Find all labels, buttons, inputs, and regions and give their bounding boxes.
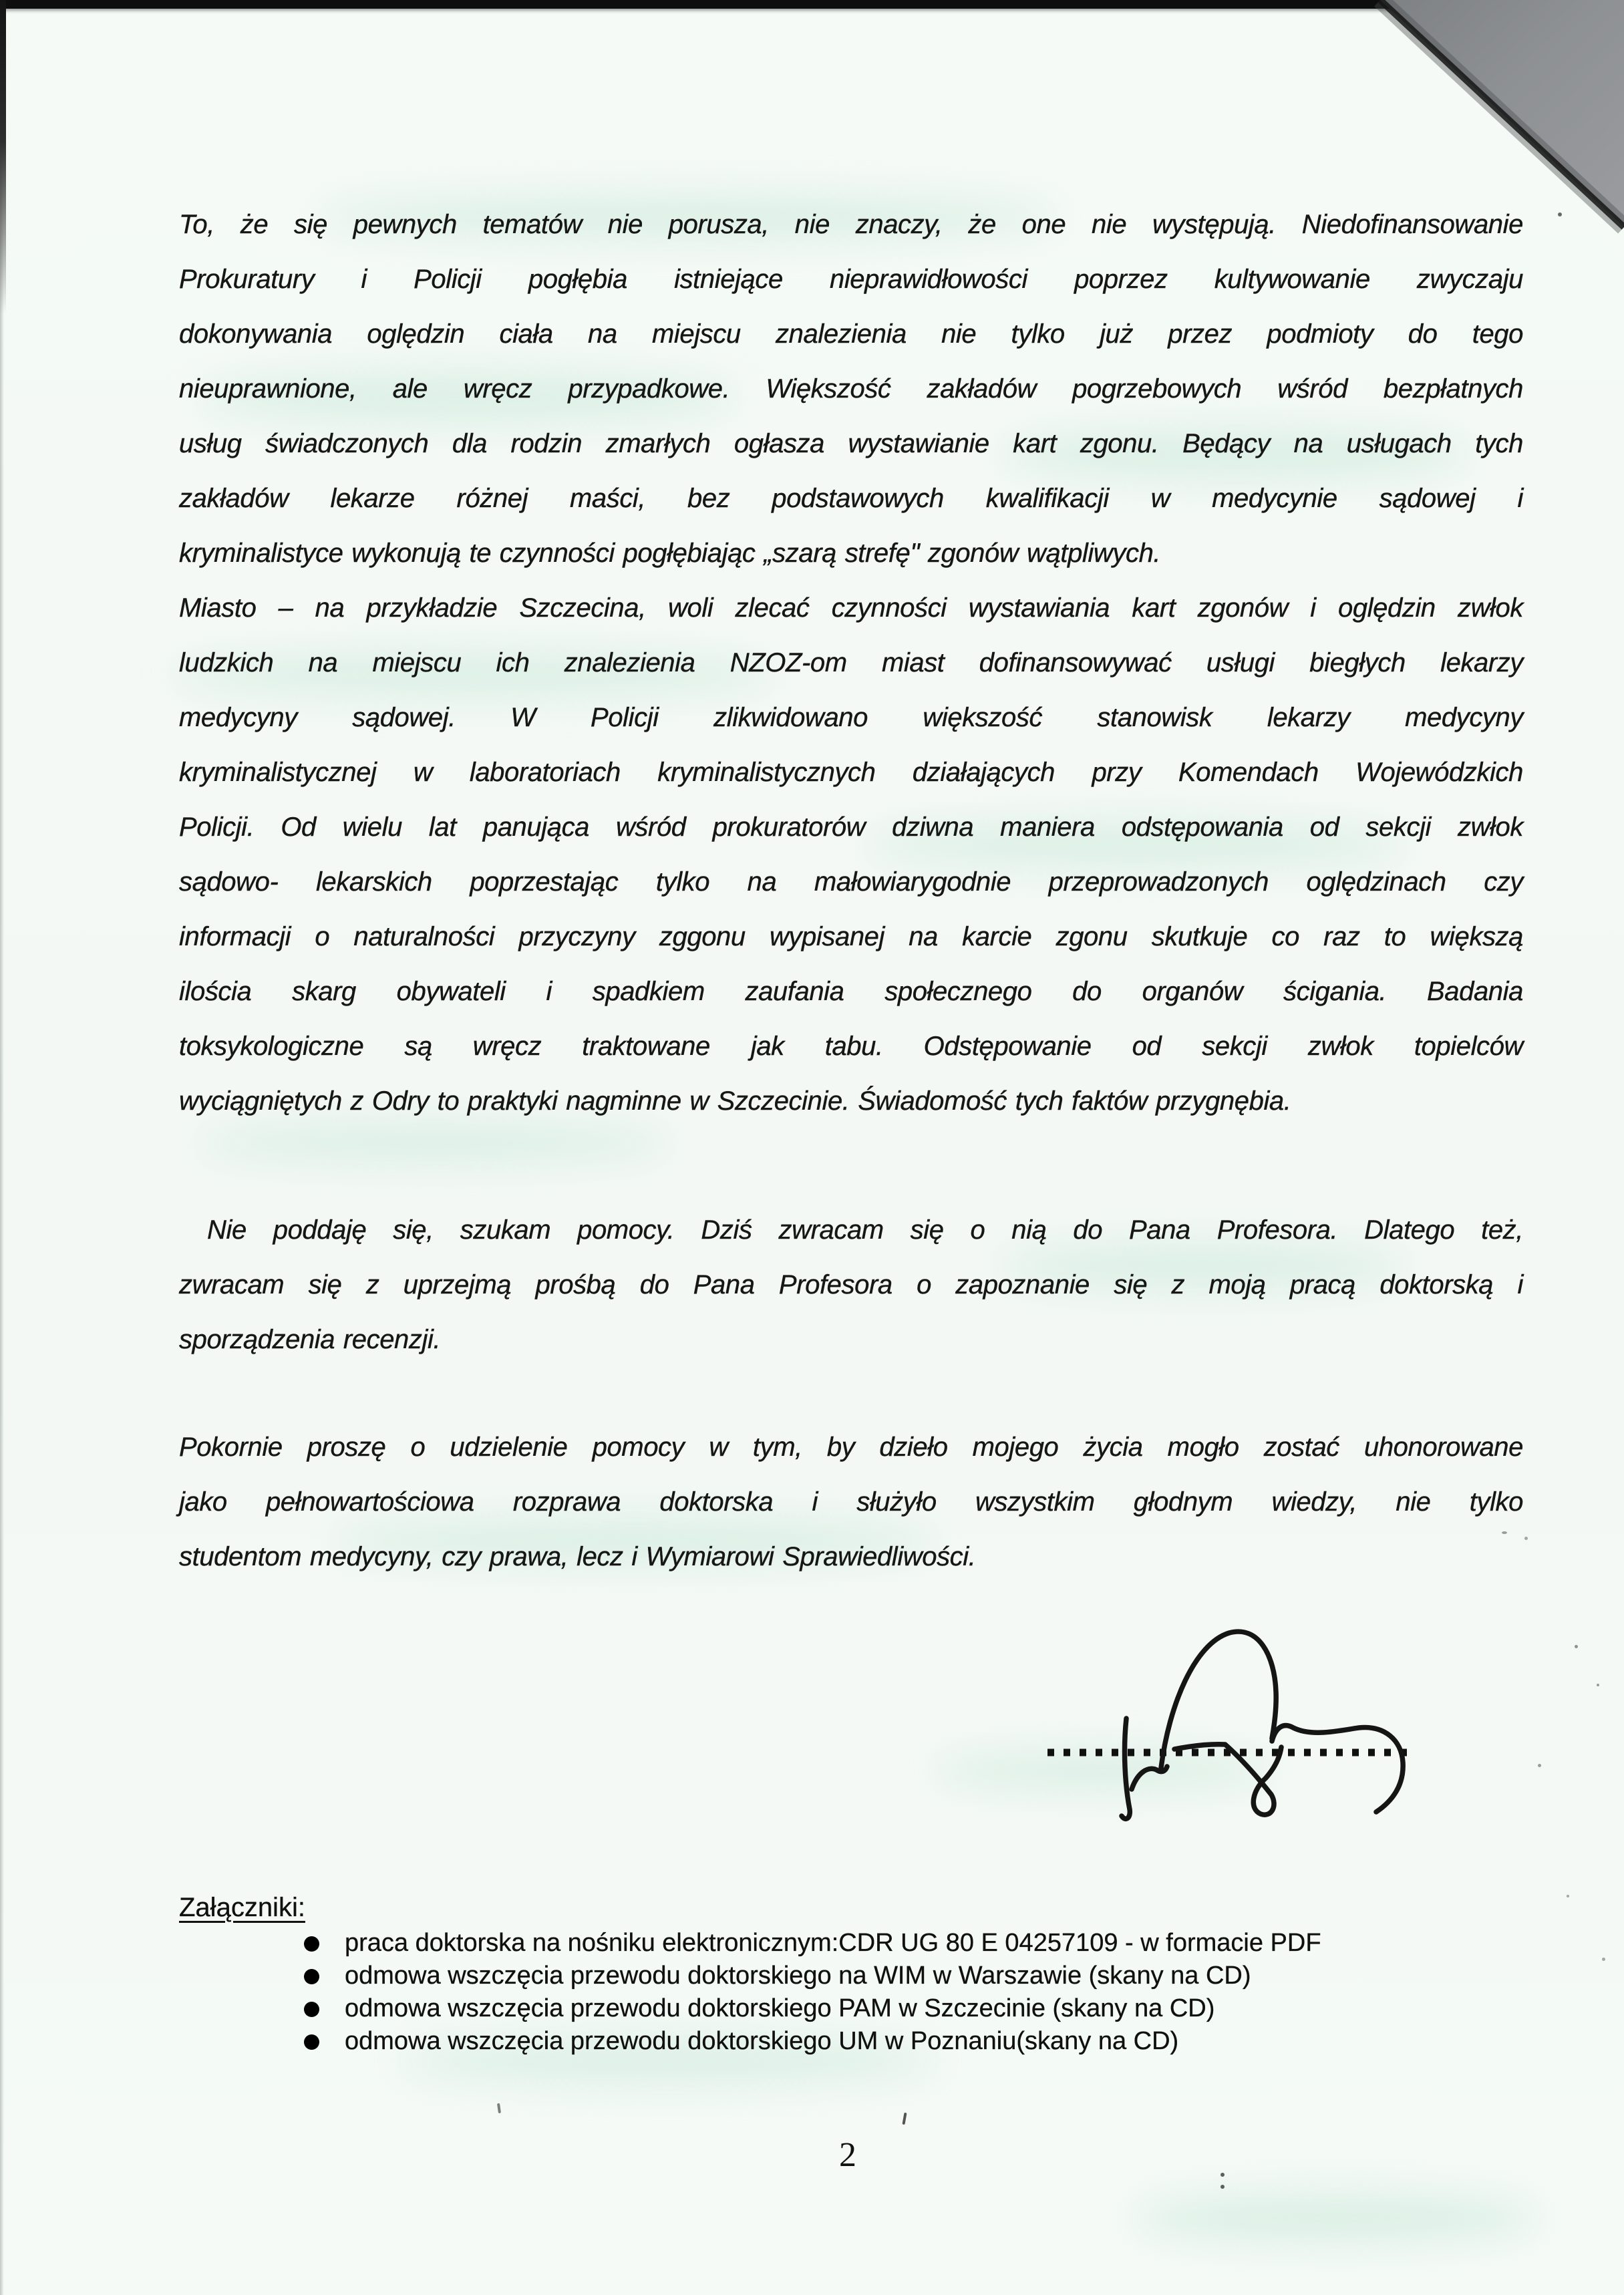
- scan-edge-left: [0, 0, 4, 2295]
- letter-body-part1: [179, 197, 1523, 1128]
- paragraph-line: usług świadczonych dla rodzin zmarłych ogłasza wystawianie kart zgonu. Będący na usługach tych: [179, 429, 1523, 458]
- attachment-item: [179, 1992, 1515, 2025]
- scan-speck: [1221, 2185, 1225, 2189]
- paragraph-line: Nie poddaję się, szukam pomocy. Dziś zwracam się o nią do Pana Profesora. Dlatego też,: [207, 1215, 1523, 1245]
- paragraph-line: sądowo- lekarskich poprzestając tylko na małowiarygodnie przeprowadzonych oględzinach czy: [179, 867, 1523, 897]
- paragraph-line: To, że się pewnych tematów nie porusza, nie znaczy, że one nie występują. Niedofinansowanie: [179, 210, 1523, 239]
- paragraph-line: Prokuratury i Policji pogłębia istniejące nieprawidłowości poprzez kultywowanie zwyczaju: [179, 265, 1523, 294]
- attachments-heading: Załączniki:: [179, 1893, 305, 1922]
- scan-tint: [200, 1122, 668, 1163]
- bullet-icon: [304, 2002, 319, 2017]
- paragraph-line: nieuprawnione, ale wręcz przypadkowe. Większość zakładów pogrzebowych wśród bezpłatnych: [179, 374, 1523, 404]
- attachment-text: odmowa wszczęcia przewodu doktorskiego PAM w Szczecinie (skany na CD): [345, 1994, 1215, 2022]
- paragraph-line: Policji. Od wielu lat panująca wśród prokuratorów dziwna maniera odstępowania od sekcji zwłok: [179, 812, 1523, 842]
- scan-tint: [1136, 2191, 1536, 2245]
- paragraph-line: ilościa skarg obywateli i spadkiem zaufania społecznego do organów ścigania. Badania: [179, 977, 1523, 1006]
- paragraph-line: dokonywania oględzin ciała na miejscu znalezienia nie tylko już przez podmioty do tego: [179, 319, 1523, 349]
- paragraph-line: ludzkich na miejscu ich znalezienia NZOZ-om miast dofinansowywać usługi biegłych lekarzy: [179, 648, 1523, 677]
- paragraph-line: wyciągniętych z Odry to praktyki nagminne w Szczecinie. Świadomość tych faktów przygnębia.: [179, 1086, 1291, 1116]
- scan-speck: [1597, 1684, 1599, 1686]
- attachment-item: [179, 1960, 1515, 1992]
- scan-speck: [1538, 1764, 1541, 1767]
- attachment-item: [179, 1927, 1515, 1960]
- bullet-icon: [304, 2034, 319, 2050]
- scan-speck: [1575, 1645, 1578, 1648]
- scan-speck: [1524, 1537, 1528, 1540]
- scan-speck: [497, 2103, 501, 2113]
- paragraph-line: Miasto – na przykładzie Szczecina, woli zlecać czynności wystawiania kart zgonów i oględzin zwłok: [179, 593, 1523, 623]
- paragraph-line: studentom medycyny, czy prawa, lecz i Wymiarowi Sprawiedliwości.: [179, 1542, 976, 1571]
- letter-body-part2: [179, 1203, 1523, 1367]
- paragraph-line: zakładów lekarze różnej maści, bez podstawowych kwalifikacji w medycynie sądowej i: [179, 484, 1523, 513]
- scan-speck: [1602, 1958, 1605, 1961]
- paragraph-line: medycyny sądowej. W Policji zlikwidowano większość stanowisk lekarzy medycyny: [179, 703, 1523, 732]
- attachment-item: [179, 2025, 1515, 2058]
- bullet-icon: [304, 1969, 319, 1984]
- paragraph-line: zwracam się z uprzejmą prośbą do Pana Profesora o zapoznanie się z moją pracą doktorską i: [179, 1270, 1523, 1299]
- paragraph-line: informacji o naturalności przyczyny zggonu wypisanej na karcie zgonu skutkuje co raz to większą: [179, 922, 1523, 951]
- paragraph-line: sporządzenia recenzji.: [179, 1325, 441, 1354]
- scan-speck: [1567, 1895, 1569, 1897]
- paragraph-line: kryminalistycznej w laboratoriach kryminalistycznych działających przy Komendach Wojewódzkich: [179, 758, 1523, 787]
- signature-area: [1002, 1590, 1470, 1831]
- paragraph-line: kryminalistyce wykonują te czynności pogłębiając „szarą strefę" zgonów wątpliwych.: [179, 539, 1161, 568]
- scan-speck: [1558, 212, 1562, 216]
- signature-scribble: [1122, 1632, 1403, 1819]
- attachments-section: [179, 1892, 1515, 2055]
- bullet-icon: [304, 1936, 319, 1952]
- paragraph-line: toksykologiczne są wręcz traktowane jak tabu. Odstępowanie od sekcji zwłok topielców: [179, 1032, 1523, 1061]
- scan-speck: [1221, 2173, 1225, 2177]
- scan-speck: [1502, 1531, 1507, 1534]
- attachment-text: odmowa wszczęcia przewodu doktorskiego UM w Poznaniu(skany na CD): [345, 2027, 1179, 2055]
- letter-body-part3: [179, 1420, 1523, 1584]
- page-number: 2: [839, 2136, 856, 2174]
- attachment-text: odmowa wszczęcia przewodu doktorskiego na WIM w Warszawie (skany na CD): [345, 1962, 1251, 1990]
- paragraph-line: jako pełnowartościowa rozprawa doktorska i służyło wszystkim głodnym wiedzy, nie tylko: [179, 1487, 1523, 1517]
- scan-speck: [902, 2113, 907, 2125]
- scan-edge-left-dark: [0, 0, 6, 314]
- paragraph-line: Pokornie proszę o udzielenie pomocy w tym, by dzieło mojego życia mogło zostać uhonorowane: [179, 1432, 1523, 1462]
- attachments-list: [179, 1927, 1515, 2058]
- attachment-text: praca doktorska na nośniku elektronicznym:CDR UG 80 E 04257109 - w formacie PDF: [345, 1929, 1321, 1957]
